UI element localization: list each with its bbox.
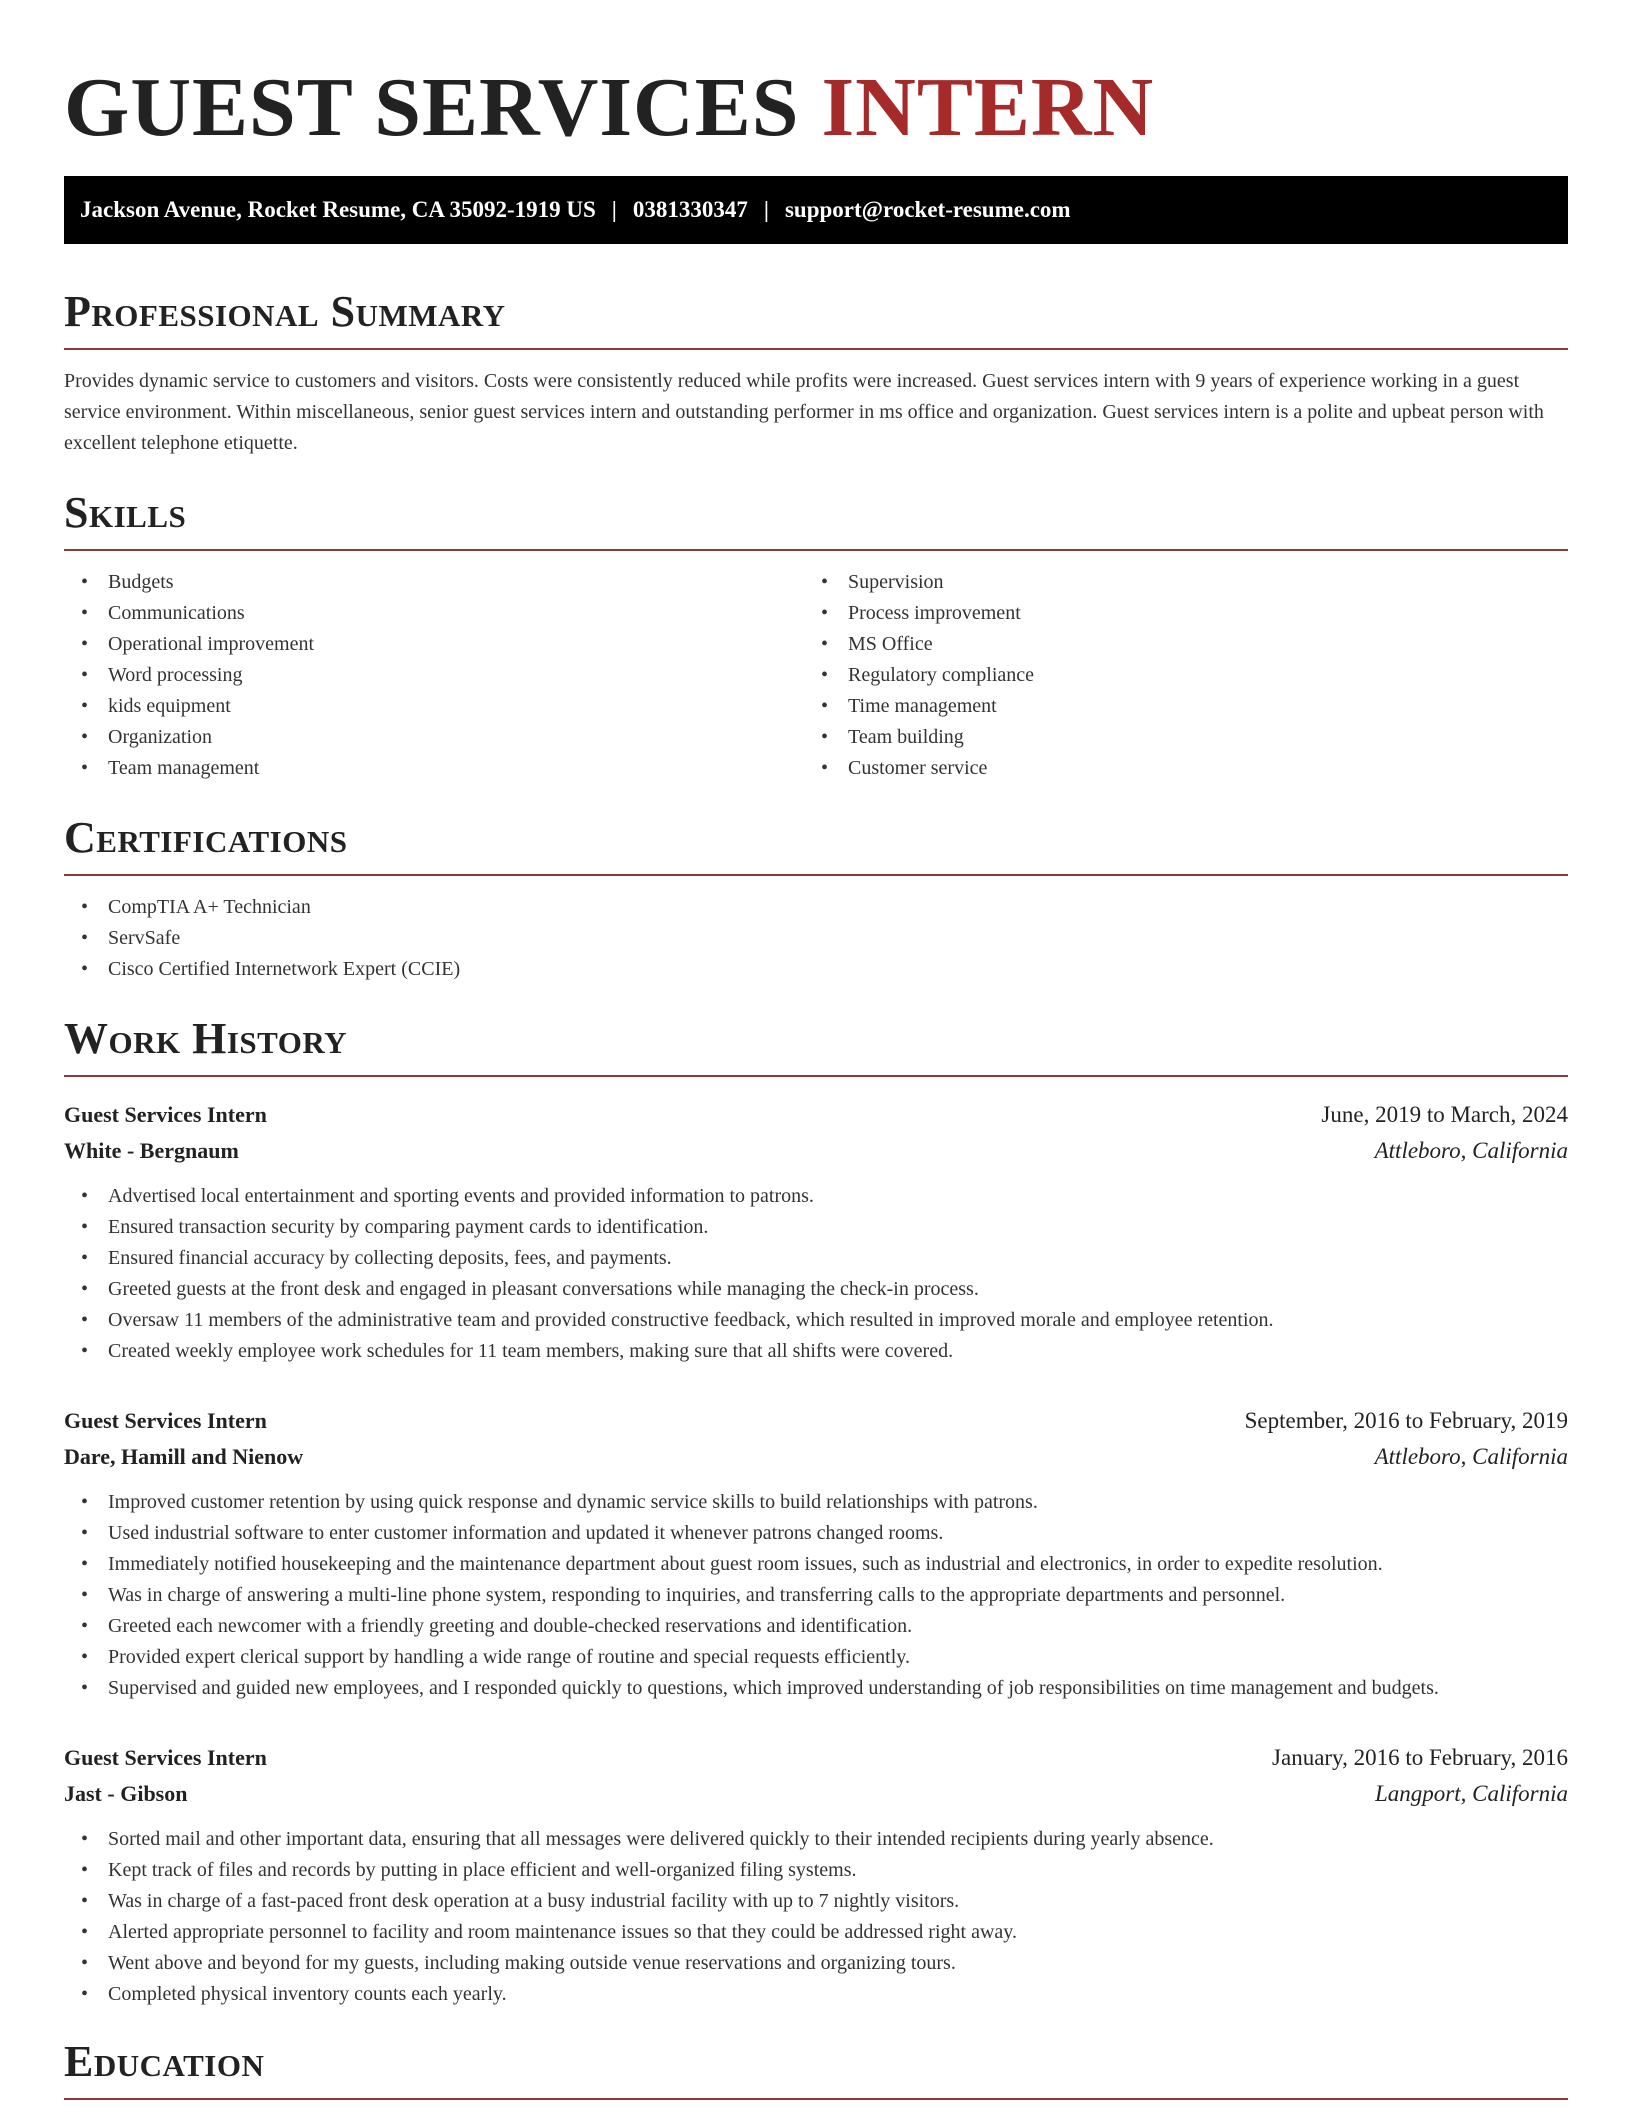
job-duty-item: • Greeted guests at the front desk and engaged in pleasant conversations while managing the check-in process. [64, 1274, 1568, 1305]
contact-separator: | [763, 197, 769, 222]
job-duty-item: • Went above and beyond for my guests, including making outside venue reservations and organizing tours. [64, 1948, 1568, 1979]
job-duty-item: • Was in charge of a fast-paced front desk operation at a busy industrial facility with up to 7 nightly visitors. [64, 1886, 1568, 1917]
job-title: Guest Services Intern [64, 1102, 267, 1127]
skill-item: • kids equipment [64, 691, 804, 722]
job-duty-item: • Immediately notified housekeeping and the maintenance department about guest room issues, such as industrial and electronics, in order to expedite resolution. [64, 1549, 1568, 1580]
work-history-section [64, 1013, 1568, 2010]
contact-address: Jackson Avenue, Rocket Resume, CA 35092-1919 US [80, 197, 596, 222]
certification-item: • ServSafe [64, 923, 1568, 954]
job-duty-item: • Created weekly employee work schedules for 11 team members, making sure that all shifts were covered. [64, 1336, 1568, 1367]
certification-item: • Cisco Certified Internetwork Expert (CCIE) [64, 954, 1568, 985]
skill-item: • Team management [64, 753, 804, 784]
job-duty-item: • Provided expert clerical support by handling a wide range of routine and special requests efficiently. [64, 1642, 1568, 1673]
job-entry [64, 1097, 1568, 1367]
job-duty-item: • Completed physical inventory counts each yearly. [64, 1979, 1568, 2010]
skills-list-left [64, 567, 804, 784]
job-duty-item: • Ensured financial accuracy by collecting deposits, fees, and payments. [64, 1243, 1568, 1274]
job-company-row [64, 1776, 1568, 1812]
skill-item: • Process improvement [804, 598, 1544, 629]
job-header-row [64, 1097, 1568, 1133]
skills-list-right [804, 567, 1544, 784]
work-history-heading: Work History [64, 1013, 1568, 1077]
skill-item: • Customer service [804, 753, 1544, 784]
skills-heading: Skills [64, 487, 1568, 551]
certifications-section [64, 812, 1568, 985]
certification-item: • CompTIA A+ Technician [64, 892, 1568, 923]
job-duty-item: • Supervised and guided new employees, and I responded quickly to questions, which improved understanding of job responsibilities on time management and budgets. [64, 1673, 1568, 1704]
job-duty-item: • Sorted mail and other important data, ensuring that all messages were delivered quickly to their intended recipients during yearly absence. [64, 1824, 1568, 1855]
job-duty-item: • Oversaw 11 members of the administrative team and provided constructive feedback, which resulted in improved morale and employee retention. [64, 1305, 1568, 1336]
job-duty-item: • Improved customer retention by using quick response and dynamic service skills to build relationships with patrons. [64, 1487, 1568, 1518]
skills-section [64, 487, 1568, 784]
summary-heading: Professional Summary [64, 286, 1568, 350]
job-duty-item: • Greeted each newcomer with a friendly greeting and double-checked reservations and identification. [64, 1611, 1568, 1642]
education-section [64, 2036, 1568, 2100]
job-location: Attleboro, California [1374, 1138, 1568, 1163]
skill-item: • Team building [804, 722, 1544, 753]
job-company: White - Bergnaum [64, 1138, 239, 1163]
job-title: Guest Services Intern [64, 1408, 267, 1433]
job-duty-item: • Ensured transaction security by comparing payment cards to identification. [64, 1212, 1568, 1243]
skill-item: • MS Office [804, 629, 1544, 660]
job-duty-item: • Was in charge of answering a multi-line phone system, responding to inquiries, and transferring calls to the appropriate departments and personnel. [64, 1580, 1568, 1611]
page-title [64, 58, 1568, 158]
job-duty-item: • Kept track of files and records by putting in place efficient and well-organized filing systems. [64, 1855, 1568, 1886]
contact-separator: | [611, 197, 617, 222]
job-header-row [64, 1740, 1568, 1776]
job-duties-list [64, 1824, 1568, 2010]
job-header-row [64, 1403, 1568, 1439]
skill-item: • Regulatory compliance [804, 660, 1544, 691]
job-location: Langport, California [1375, 1781, 1568, 1806]
skill-item: • Time management [804, 691, 1544, 722]
job-company-row [64, 1133, 1568, 1169]
summary-text: Provides dynamic service to customers and visitors. Costs were consistently reduced while profits were increased. Guest services intern with 9 years of experience working in a guest service environment. Within miscellaneous, senior guest services intern and outstanding performer in ms office and organization. Guest services intern is a polite and upbeat person with excellent telephone etiquette. [64, 370, 1544, 454]
title-main: GUEST SERVICES [64, 61, 800, 154]
skill-item: • Organization [64, 722, 804, 753]
skill-item: • Word processing [64, 660, 804, 691]
job-duties-list [64, 1487, 1568, 1704]
job-dates: June, 2019 to March, 2024 [1321, 1102, 1568, 1127]
summary-section [64, 286, 1568, 459]
job-title: Guest Services Intern [64, 1745, 267, 1770]
job-duty-item: • Advertised local entertainment and sporting events and provided information to patrons. [64, 1181, 1568, 1212]
job-location: Attleboro, California [1374, 1444, 1568, 1469]
job-dates: January, 2016 to February, 2016 [1272, 1745, 1568, 1770]
skill-item: • Supervision [804, 567, 1544, 598]
job-company-row [64, 1439, 1568, 1475]
education-heading: Education [64, 2036, 1568, 2100]
skill-item: • Operational improvement [64, 629, 804, 660]
job-company: Dare, Hamill and Nienow [64, 1444, 304, 1469]
contact-phone[interactable]: 0381330347 [632, 197, 748, 222]
skills-columns [64, 551, 1568, 784]
certifications-heading: Certifications [64, 812, 1568, 876]
certifications-list [64, 892, 1568, 985]
job-entry [64, 1403, 1568, 1704]
contact-bar [64, 176, 1568, 244]
job-entry [64, 1740, 1568, 2010]
resume-page [64, 0, 1568, 2100]
title-accent: INTERN [821, 61, 1155, 154]
job-duty-item: • Alerted appropriate personnel to facility and room maintenance issues so that they could be addressed right away. [64, 1917, 1568, 1948]
skill-item: • Budgets [64, 567, 804, 598]
job-duties-list [64, 1181, 1568, 1367]
job-duty-item: • Used industrial software to enter customer information and updated it whenever patrons changed rooms. [64, 1518, 1568, 1549]
job-dates: September, 2016 to February, 2019 [1244, 1408, 1568, 1433]
job-company: Jast - Gibson [64, 1781, 188, 1806]
contact-email[interactable]: support@rocket-resume.com [784, 197, 1071, 222]
skill-item: • Communications [64, 598, 804, 629]
